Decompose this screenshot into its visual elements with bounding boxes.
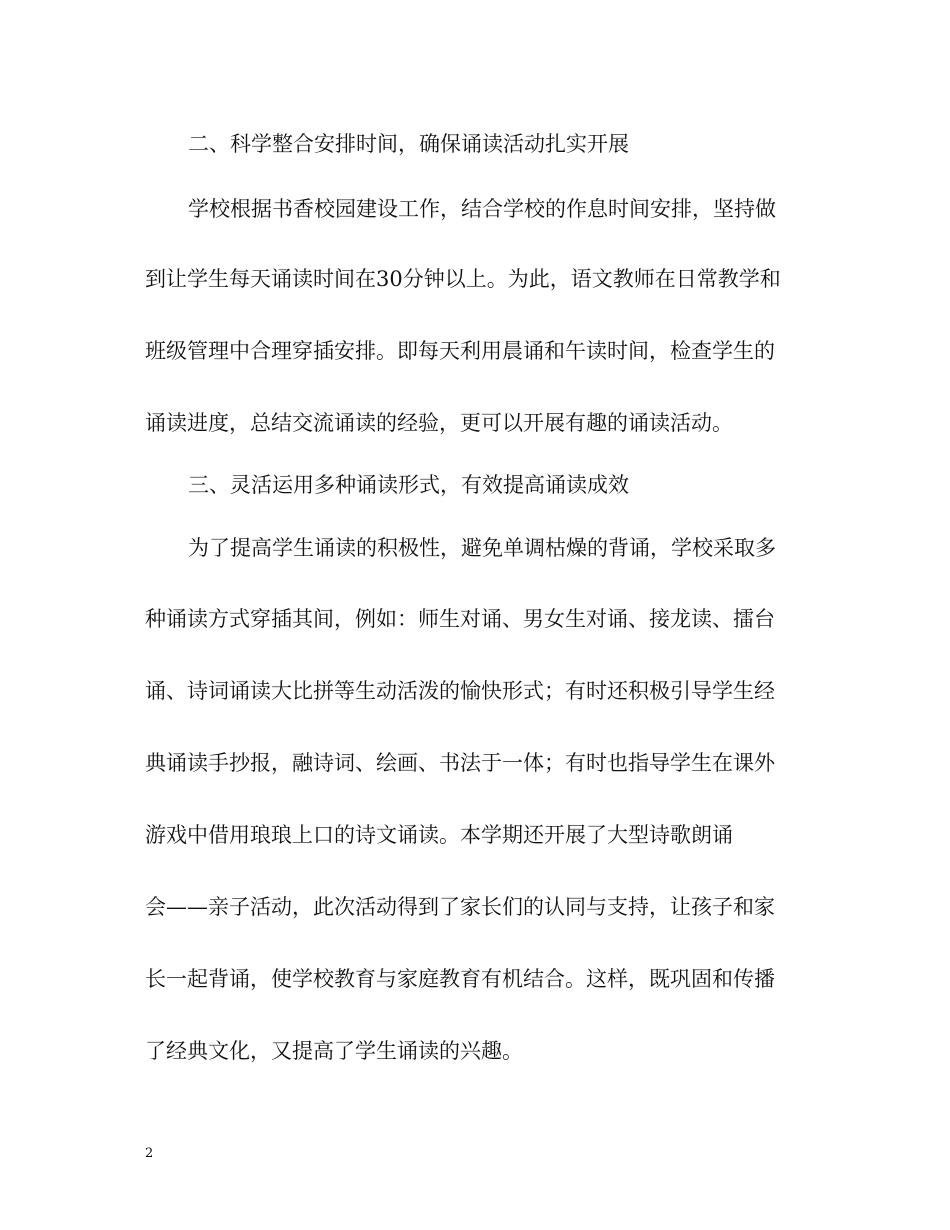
paragraph-line: 会——亲子活动，此次活动得到了家长们的认同与支持，让孩子和家 [145,895,775,919]
paragraph-line: 到让学生每天诵读时间在30分钟以上。为此，语文教师在日常教学和 [145,267,781,291]
paragraph-line: 诵、诗词诵读大比拼等生动活泼的愉快形式；有时还积极引导学生经 [145,679,775,703]
paragraph-line: 长一起背诵，使学校教育与家庭教育有机结合。这样，既巩固和传播 [145,967,775,991]
paragraph-line: 学校根据书香校园建设工作，结合学校的作息时间安排，坚持做 [188,197,776,221]
paragraph-line: 了经典文化，又提高了学生诵读的兴趣。 [145,1039,523,1063]
paragraph-line: 班级管理中合理穿插安排。即每天利用晨诵和午读时间，检查学生的 [145,339,775,363]
page-number: 2 [145,1146,154,1161]
section-heading-3: 三、灵活运用多种诵读形式，有效提高诵读成效 [188,473,629,497]
paragraph-line: 典诵读手抄报，融诗词、绘画、书法于一体；有时也指导学生在课外 [145,751,775,775]
paragraph-line: 诵读进度，总结交流诵读的经验，更可以开展有趣的诵读活动。 [145,411,733,435]
paragraph-line: 种诵读方式穿插其间，例如：师生对诵、男女生对诵、接龙读、擂台 [145,607,775,631]
paragraph-line: 为了提高学生诵读的积极性，避免单调枯燥的背诵，学校采取多 [188,536,776,560]
section-heading-2: 二、科学整合安排时间，确保诵读活动扎实开展 [188,132,629,156]
paragraph-line: 游戏中借用琅琅上口的诗文诵读。本学期还开展了大型诗歌朗诵 [145,823,733,847]
